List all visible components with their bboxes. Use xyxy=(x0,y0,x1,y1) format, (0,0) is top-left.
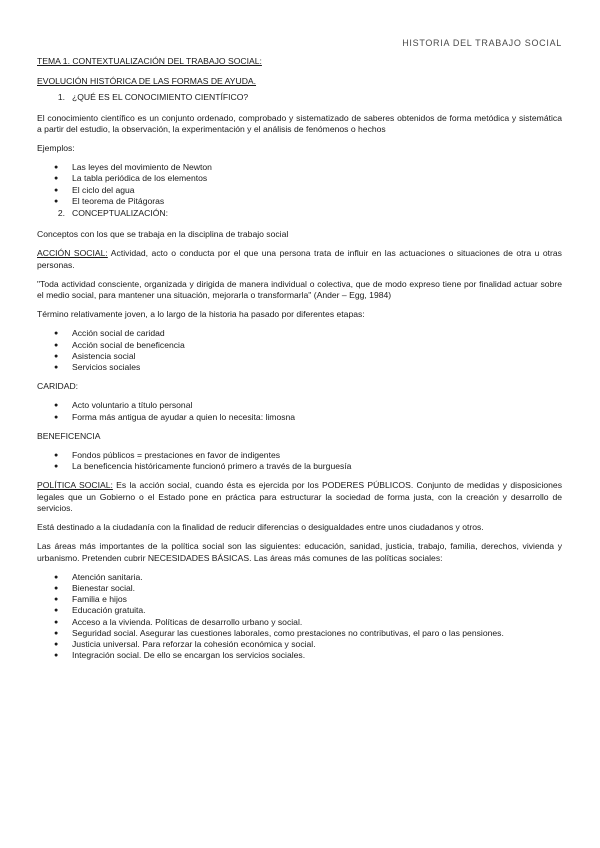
heading-text: CONCEPTUALIZACIÓN: xyxy=(72,208,168,219)
paragraph-politica-social xyxy=(37,480,562,514)
term-politica-social: POLÍTICA SOCIAL: xyxy=(37,480,113,491)
definition-politica-social: Es la acción social, cuando ésta es ejercida por los PODERES PÚBLICOS. Conjunto de medidas y disposiciones legales que un Gobierno o el Estado pone en práctica para estructurar la sociedad de forma justa, con la creación y desarrollo de servicios. xyxy=(37,480,562,513)
list-item: ● Asistencia social xyxy=(37,351,562,362)
list-item: ● La beneficencia históricamente funcionó primero a través de la burguesía xyxy=(37,461,562,472)
bullet-icon: ● xyxy=(54,596,59,604)
list-item: ● Seguridad social. Asegurar las cuestiones laborales, como prestaciones no contributivas, el paro o las pensiones. xyxy=(37,628,562,639)
term-accion-social: ACCIÓN SOCIAL: xyxy=(37,248,108,259)
bullet-icon: ● xyxy=(54,607,59,615)
bullet-icon: ● xyxy=(54,618,59,626)
paragraph-areas: Las áreas más importantes de la política social son las siguientes: educación, sanidad, justicia, trabajo, familia, derechos, vivienda y urbanismo. Pretenden cubrir NECESIDADES BÁSICAS. Las áreas más comunes de las políticas sociales: xyxy=(37,541,562,563)
areas-list xyxy=(37,572,562,662)
bullet-icon: ● xyxy=(54,352,59,360)
bullet-icon: ● xyxy=(54,164,59,172)
document-body xyxy=(37,56,562,669)
paragraph-conceptos: Conceptos con los que se trabaja en la disciplina de trabajo social xyxy=(37,229,289,240)
bullet-icon: ● xyxy=(54,652,59,660)
heading-text: ¿QUÉ ES EL CONOCIMIENTO CIENTÍFICO? xyxy=(72,92,249,103)
list-item: ● Fondos públicos = prestaciones en favor de indigentes xyxy=(37,450,562,461)
caridad-label: CARIDAD: xyxy=(37,381,79,392)
caridad-list xyxy=(37,400,562,422)
bullet-icon: ● xyxy=(54,629,59,637)
page-header: HISTORIA DEL TRABAJO SOCIAL xyxy=(402,38,562,48)
bullet-icon: ● xyxy=(54,330,59,338)
list-item: ● Las leyes del movimiento de Newton xyxy=(37,162,562,173)
definition-accion-social: Actividad, acto o conducta por el que una persona trata de influir en las actuaciones o situaciones de otra u otras personas. xyxy=(37,248,562,270)
list-item: ● Bienestar social. xyxy=(37,583,562,594)
list-item: ● Educación gratuita. xyxy=(37,605,562,616)
list-item: ● Acceso a la vivienda. Políticas de desarrollo urbano y social. xyxy=(37,617,562,628)
paragraph-conocimiento: El conocimiento científico es un conjunto ordenado, comprobado y sistematizado de saberes obtenidos de forma metódica y sistemática a partir del estudio, la observación, la experimentación y el análisis de fenómenos o hechos xyxy=(37,112,562,134)
bullet-icon: ● xyxy=(54,197,59,205)
bullet-icon: ● xyxy=(54,640,59,648)
list-item: ● Familia e hijos xyxy=(37,594,562,605)
heading-number: 1. xyxy=(57,92,65,103)
list-item: ● Acción social de beneficencia xyxy=(37,340,562,351)
numbered-heading-2 xyxy=(37,208,562,219)
beneficencia-list xyxy=(37,450,562,472)
paragraph-accion-social xyxy=(37,248,562,270)
list-item: ● La tabla periódica de los elementos xyxy=(37,173,562,184)
paragraph-destinado: Está destinado a la ciudadanía con la finalidad de reducir diferencias o desigualdades entre unos ciudadanos y otros. xyxy=(37,522,484,533)
bullet-icon: ● xyxy=(54,573,59,581)
heading-number: 2. xyxy=(57,208,65,219)
bullet-icon: ● xyxy=(54,364,59,372)
bullet-icon: ● xyxy=(54,452,59,460)
bullet-icon: ● xyxy=(54,186,59,194)
numbered-heading-1 xyxy=(37,92,562,103)
bullet-icon: ● xyxy=(54,341,59,349)
list-item: ● Acto voluntario a título personal xyxy=(37,400,562,411)
beneficencia-label: BENEFICENCIA xyxy=(37,430,101,441)
bullet-icon: ● xyxy=(54,413,59,421)
topic-title: TEMA 1. CONTEXTUALIZACIÓN DEL TRABAJO SOCIAL: xyxy=(37,56,262,66)
list-item: ● Justicia universal. Para reforzar la cohesión económica y social. xyxy=(37,639,562,650)
list-item: ● Acción social de caridad xyxy=(37,328,562,339)
bullet-icon: ● xyxy=(54,402,59,410)
section-title: EVOLUCIÓN HISTÓRICA DE LAS FORMAS DE AYUDA. xyxy=(37,76,257,87)
list-item: ● Servicios sociales xyxy=(37,362,562,373)
stages-list xyxy=(37,328,562,373)
paragraph-termino: Término relativamente joven, a lo largo de la historia ha pasado por diferentes etapas: xyxy=(37,309,365,320)
examples-label: Ejemplos: xyxy=(37,143,75,154)
examples-list xyxy=(37,162,562,207)
bullet-icon: ● xyxy=(54,463,59,471)
paragraph-quote: "Toda actividad consciente, organizada y dirigida de manera individual o colectiva, que de modo expreso tiene por finalidad actuar sobre el medio social, para mantener una situación, mejorarla o transformarla" (Ander – Egg, 1984) xyxy=(37,278,562,301)
list-item: ● Forma más antigua de ayudar a quien lo necesita: limosna xyxy=(37,412,562,423)
list-item: ● Atención sanitaria. xyxy=(37,572,562,583)
bullet-icon: ● xyxy=(54,584,59,592)
list-item: ● El teorema de Pitágoras xyxy=(37,196,562,207)
list-item: ● El ciclo del agua xyxy=(37,185,562,196)
bullet-icon: ● xyxy=(54,175,59,183)
list-item: ● Integración social. De ello se encargan los servicios sociales. xyxy=(37,650,562,661)
